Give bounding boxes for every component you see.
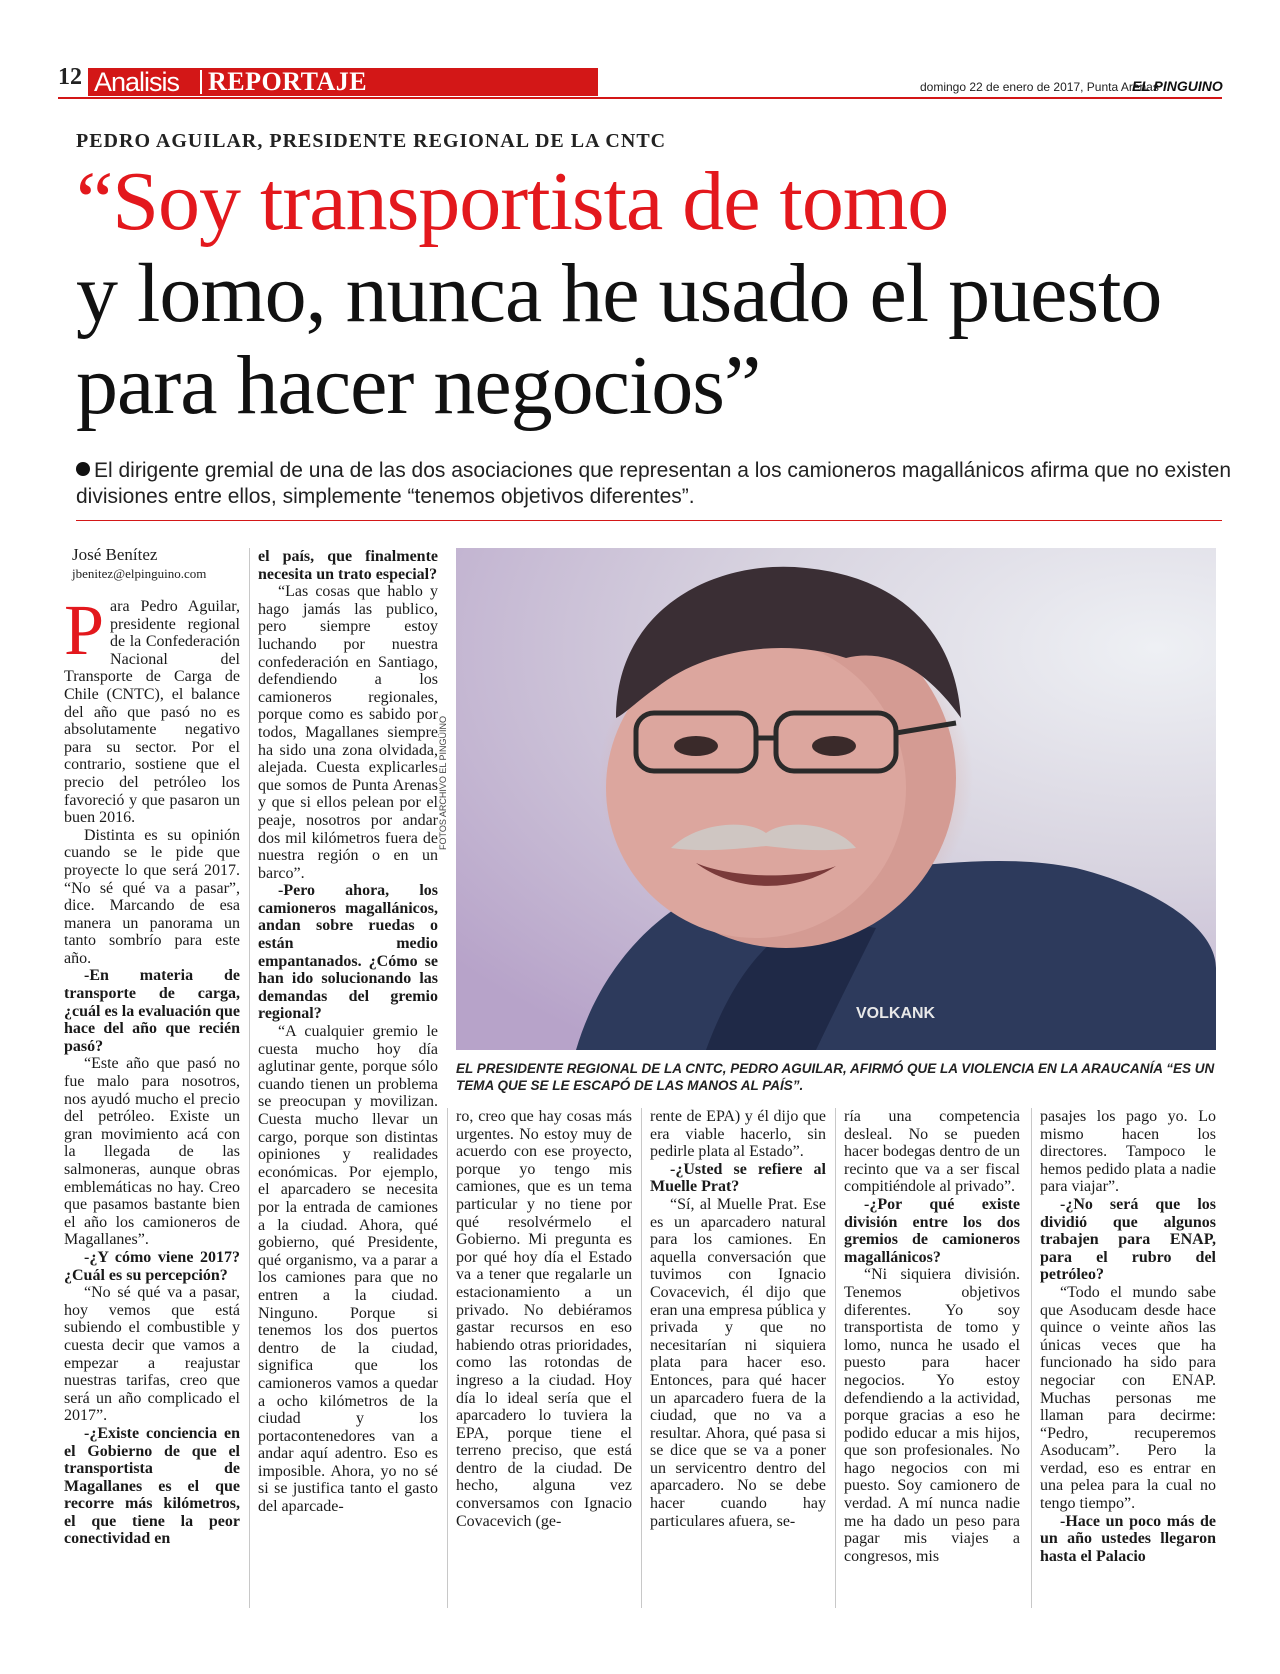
photo-credit: FOTOS ARCHIVO EL PINGÜINO — [438, 715, 448, 850]
interview-photo — [456, 548, 1216, 1050]
interview-question: -¿Existe conciencia en el Gobierno de que el transportista de Magallanes es el que recorre más kilómetros, el que tiene la peor conectividad en — [64, 1424, 240, 1548]
interview-question: -En materia de transporte de carga, ¿cuál es la evaluación que hace del año que recién pasó? — [64, 967, 240, 1055]
article-column-6 — [1040, 1108, 1216, 1608]
article-headline — [76, 156, 1236, 432]
paragraph: “No sé qué va a pasar, hoy vemos que está subiendo el combustible y cuesta decir que vamos a empezar a reajustar nuestras tarifas, creo que será un año complicado el 2017”. — [64, 1284, 240, 1425]
author-email[interactable]: jbenitez@elpinguino.com — [72, 566, 207, 581]
article-kicker: PEDRO AGUILAR, PRESIDENTE REGIONAL DE LA CNTC — [76, 130, 667, 152]
interview-question: -¿Y cómo viene 2017? ¿Cuál es su percepción? — [64, 1248, 240, 1284]
interview-question: -Pero ahora, los camioneros magallánicos, andan sobre ruedas o están medio empantanados. ¿Cómo se han ido solucionando las demandas del gremio regional? — [258, 882, 438, 1023]
article-column-5 — [844, 1108, 1020, 1608]
photo-caption: EL PRESIDENTE REGIONAL DE LA CNTC, PEDRO AGUILAR, AFIRMÓ QUE LA VIOLENCIA EN LA ARAUCANÍA “ES UN TEMA QUE SE LE ESCAPÓ DE LAS MANOS AL PAÍS”. — [456, 1061, 1215, 1093]
interview-question: -Hace un poco más de un año ustedes llegaron hasta el Palacio — [1040, 1512, 1216, 1565]
interview-question: -¿No será que los dividió que algunos trabajen para ENAP, para el rubro del petróleo? — [1040, 1195, 1216, 1284]
jacket-text: VOLKANK — [856, 1005, 936, 1022]
column-rule — [447, 1108, 448, 1608]
newspaper-name: EL PINGUINO — [1132, 78, 1223, 94]
headline-black-part: y lomo, nunca he usado el puesto para hacer negocios” — [76, 247, 1162, 432]
section-label: Analisis — [94, 67, 180, 97]
paragraph: ría una competencia desleal. No se pueden hacer bodegas dentro de un recinto que va a ser fiscal compitiéndole al privado”. — [844, 1108, 1020, 1196]
bullet-icon — [76, 462, 90, 476]
paragraph: Distinta es su opinión cuando se le pide que proyecte lo que será 2017. “No sé qué va a pasar”, dice. Marcando de esa manera un panorama un tanto sombrío para este año. — [64, 826, 240, 967]
author-name: José Benítez — [72, 545, 158, 564]
headline-red-part: “Soy transportista de tomo — [76, 155, 949, 248]
column-rule — [835, 1108, 836, 1608]
column-rule — [641, 1108, 642, 1608]
page-number: 12 — [58, 64, 82, 90]
lead-text: El dirigente gremial de una de las dos asociaciones que representan a los camioneros magallánicos afirma que no existen divisiones entre ellos, simplemente “tenemos objetivos diferentes”. — [76, 459, 1231, 508]
article-column-2 — [258, 548, 438, 1608]
section-divider — [200, 70, 202, 94]
article-column-1 — [64, 598, 240, 1608]
header-rule — [58, 97, 1222, 99]
paragraph: pasajes los pago yo. Lo mismo hacen los directores. Tampoco le hemos pedido plata a nadie para viajar”. — [1040, 1108, 1216, 1196]
paragraph: “Sí, al Muelle Prat. Ese es un aparcadero natural para los camiones. En aquella conversación que tuvimos con Ignacio Covacevich, él dijo que eran una empresa pública y privada y que no necesitarían ni siquiera plata para hacer eso. Entonces, para qué hacer un aparcadero fuera de la ciudad, que no va a resultar. Ahora, qué pasa si se dice que se va a poner un servicentro dentro del aparcadero. No se debe hacer cuando hay particulares afuera, se- — [650, 1195, 826, 1530]
paragraph: “Ni siquiera división. Tenemos objetivos diferentes. Yo soy transportista de tomo y lomo, nunca he usado el puesto para hacer negocios. Yo estoy defendiendo a la actividad, porque gracias a eso he podido educar a mis hijos, que son profesionales. No hago negocios con mi puesto. Soy camionero de verdad. A mí nunca nadie me ha dado un peso para pagar mis viajes a congresos, mis — [844, 1266, 1020, 1565]
paragraph: “Todo el mundo sabe que Asoducam desde hace quince o veinte años las únicas veces que ha funcionado ha sido para negociar con ENAP. Muchas personas me llaman para decirme: “Pedro, recuperemos Asoducam”. Pero la verdad, eso es entrar en una pelea para la cual no tengo tiempo”. — [1040, 1283, 1216, 1513]
column-rule — [1031, 1108, 1032, 1608]
article-column-3 — [456, 1108, 632, 1608]
paragraph: “Las cosas que hablo y hago jamás las publico, pero siempre estoy luchando por nuestra confederación en Santiago, defendiendo a los camioneros regionales, porque como es sabido por todos, Magallanes siempre ha sido una zona olvidada, alejada. Cuesta explicarles que somos de Punta Arenas y que si ellos pelean por el peaje, nosotros por andar dos mil kilómetros fuera de nuestra región o en un barco”. — [258, 583, 438, 882]
paragraph: rente de EPA) y él dijo que era viable hacerlo, sin pedirle plata al Estado”. — [650, 1108, 826, 1161]
drop-cap: P — [64, 598, 105, 670]
article-lead — [76, 458, 1236, 510]
interview-question: el país, que finalmente necesita un trato especial? — [258, 548, 438, 583]
subsection-label: REPORTAJE — [208, 67, 368, 96]
article-column-4 — [650, 1108, 826, 1608]
paragraph: “A cualquier gremio le cuesta mucho hoy día aglutinar gente, porque sólo cuando tienen un problema se preocupan y movilizan. Cuesta mucho llevar un cargo, porque son distintas opiniones y realidades económicas. Por ejemplo, el aparcadero se necesita por la entrada de camiones a la ciudad. Ahora, qué gobierno, qué Presidente, qué organismo, va a parar a los camiones para que no entren a la ciudad. Ninguno. Porque si tenemos los dos puertos dentro de la ciudad, significa que los camioneros vamos a quedar a ocho kilómetros de la ciudad y los portacontenedores van a andar aquí adentro. Eso es imposible. Ahora, yo no sé si se justifica tanto el gasto del aparcade- — [258, 1023, 438, 1516]
paragraph: Para Pedro Aguilar, presidente regional de la Confederación Nacional del Transporte de Carga de Chile (CNTC), el balance del año que pasó no es absolutamente negativo para su sector. Por el contrario, sostiene que el precio del petróleo los favoreció y que pasaron un buen 2016. — [64, 598, 240, 827]
interview-question: -¿Por qué existe división entre los dos gremios de camioneros magallánicos? — [844, 1195, 1020, 1266]
interview-question: -¿Usted se refiere al Muelle Prat? — [650, 1160, 826, 1196]
column-rule — [249, 548, 250, 1608]
lead-rule — [76, 520, 1222, 521]
portrait-illustration — [456, 548, 1216, 1050]
paragraph: “Este año que pasó no fue malo para nosotros, nos ayudó mucho el precio del petróleo. Existe un gran movimiento acá con la llegada de las salmoneras, aunque obras emblemáticas no hay. Creo que pasamos bastante bien el año los camioneros de Magallanes”. — [64, 1055, 240, 1249]
paragraph: ro, creo que hay cosas más urgentes. No estoy muy de acuerdo con ese proyecto, porque yo tengo mis camiones, que es un tema particular y no tiene por qué resolvérmelo el Gobierno. Mi pregunta es por qué hoy día el Estado va a tener que regalarle un estacionamiento a un privado. No debiéramos gastar recursos en eso habiendo otras prioridades, como las rotondas de ingreso a la ciudad. Hoy día lo ideal sería que el aparcadero lo tuviera la EPA, porque tiene el terreno preciso, que está dentro de la ciudad. De hecho, alguna vez conversamos con Ignacio Covacevich (ge- — [456, 1108, 632, 1530]
issue-date: domingo 22 de enero de 2017, Punta Arenas — [920, 80, 1159, 94]
